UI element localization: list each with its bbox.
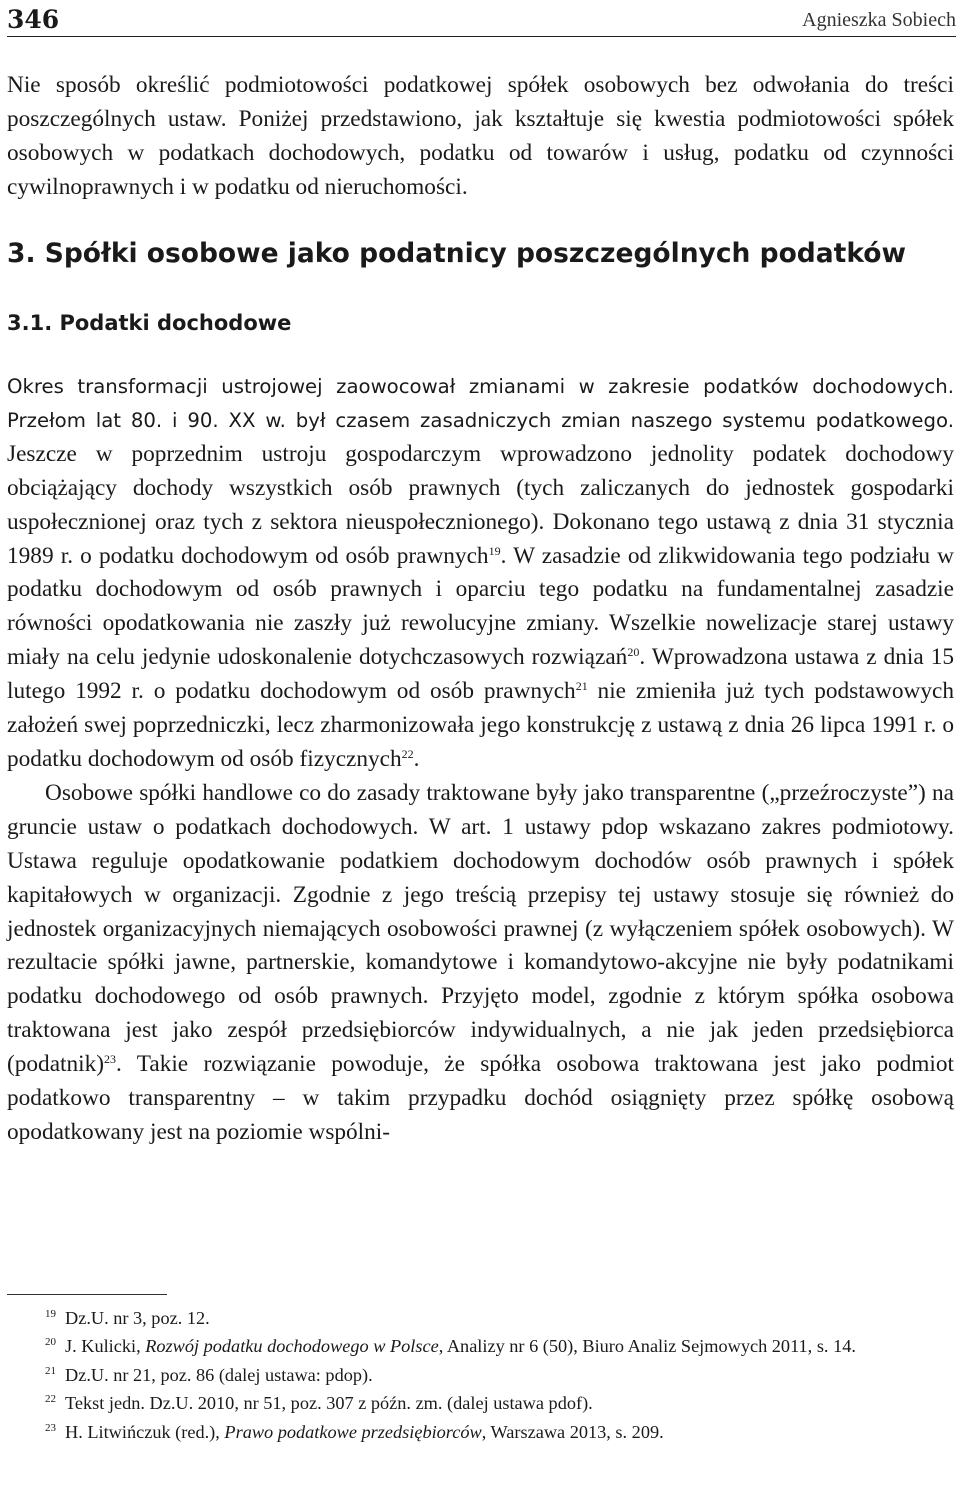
footnote-ref-20[interactable]: 20 [627, 645, 640, 660]
footnote-text: J. Kulicki, [65, 1336, 146, 1357]
footnote-21 [7, 1362, 957, 1388]
footnotes [7, 1305, 957, 1447]
footnote-title: Rozwój podatku dochodowego w Polsce [145, 1336, 439, 1357]
subsection-heading: 3.1. Podatki dochodowe [7, 311, 292, 335]
body-text-span: . Wprowadzona ustawa z dnia 15 lutego 1992 r. o podatku dochodowym od osób prawnych [7, 644, 954, 705]
footnote-text: H. Litwińczuk (red.), [65, 1421, 225, 1442]
body-paragraph-1 [7, 370, 954, 777]
footnote-23 [7, 1419, 957, 1445]
footnote-text: Dz.U. nr 21, poz. 86 (dalej ustawa: pdop). [65, 1364, 373, 1385]
body-text-span: . W zasadzie od zlikwidowania tego podziału w podatku dochodowym od osób prawnych i oparciu tego podatku na fundamentalnej zasadzie równości opodatkowania nie zaszły już rewolucyjne zmiany. Wszelkie nowelizacje starej ustawy miały na celu jedynie udoskonalenie dotychczasowych rozwiązań [7, 542, 954, 671]
body-text-span: nie zmieniła już tych podstawowych założeń swej poprzedniczki, lecz zharmonizowała jego konstrukcję z ustawą z dnia 26 lipca 1991 r. o podatku dochodowym od osób fizycznych [7, 678, 954, 772]
footnote-22 [7, 1390, 957, 1416]
footnote-number: 19 [45, 1308, 56, 1320]
footnote-text: , Warszawa 2013, s. 209. [481, 1421, 664, 1442]
footnote-19 [7, 1305, 957, 1331]
running-head-author: Agnieszka Sobiech [802, 9, 956, 31]
footnote-number: 23 [45, 1421, 56, 1434]
footnote-separator [7, 1294, 167, 1295]
footnote-ref-23[interactable]: 23 [104, 1052, 117, 1067]
footnote-ref-22[interactable]: 22 [401, 746, 414, 761]
footnote-number: 20 [45, 1336, 56, 1349]
body-text-span: . Takie rozwiązanie powoduje, że spółka osobowa traktowana jest jako podmiot podatkowo transparentny – w takim przypadku dochód osiągnięty przez spółkę osobową opodatkowany jest na poziomie wspólni- [7, 1051, 954, 1145]
footnote-text: , Analizy nr 6 (50), Biuro Analiz Sejmowych 2011, s. 14. [438, 1336, 856, 1357]
running-header [7, 6, 956, 37]
footnote-title: Prawo podatkowe przedsiębiorców [224, 1421, 482, 1442]
body-text-span: . [413, 745, 420, 772]
footnote-ref-19[interactable]: 19 [488, 543, 501, 558]
intro-paragraph: Nie sposób określić podmiotowości podatkowej spółek osobowych bez odwołania do treści poszczególnych ustaw. Poniżej przedstawiono, jak kształtuje się kwestia podmiotowości spółek osobowych w podatkach dochodowych, podatku od towarów i usług, podatku od czynności cywilnoprawnych i w podatku od nieruchomości. [7, 72, 954, 200]
footnote-text: Dz.U. nr 3, poz. 12. [65, 1308, 210, 1328]
body-paragraph-2 [7, 777, 954, 1150]
footnote-number: 22 [45, 1393, 56, 1406]
footnote-number: 21 [45, 1364, 56, 1377]
intro-section [7, 69, 954, 205]
body-paragraph-1-lead: Okres transformacji ustrojowej zaowocował zmianami w zakresie podatków dochodowych. Przełom lat 80. i 90. XX w. był czasem zasadniczych zmian naszego systemu podatkowego. [7, 375, 954, 432]
footnote-20 [7, 1333, 957, 1359]
page-number: 346 [7, 5, 60, 34]
section-heading: 3. Spółki osobowe jako podatnicy poszczególnych podatków [7, 238, 906, 269]
body-text [7, 370, 954, 1150]
footnote-ref-21[interactable]: 21 [575, 679, 588, 694]
footnote-text: Tekst jedn. Dz.U. 2010, nr 51, poz. 307 z późn. zm. (dalej ustawa pdof). [65, 1393, 593, 1414]
body-text-span: Osobowe spółki handlowe co do zasady traktowane były jako transparentne („przeźroczyste”) na gruncie ustaw o podatkach dochodowych. W art. 1 ustawy pdop wskazano zakres podmiotowy. Ustawa reguluje opodatkowanie podatkiem dochodowym dochodów osób prawnych i spółek kapitałowych w organizacji. Zgodnie z jego treścią przepisy tej ustawy stosuje się również do jednostek organizacyjnych niemających osobowości prawnej (z wyłączeniem spółek osobowych). W rezultacie spółki jawne, partnerskie, komandytowe i komandytowo-akcyjne nie były podatnikami podatku dochodowego od osób prawnych. Przyjęto model, zgodnie z którym spółka osobowa traktowana jest jako zespół przedsiębiorców indywidualnych, a nie jak jeden przedsiębiorca (podatnik) [7, 779, 954, 1078]
body-text-span: Jeszcze w poprzednim ustroju gospodarczym wprowadzono jednolity podatek dochodowy obciążający dochody wszystkich osób prawnych (tych zaliczanych do jednostek gospodarki uspołecznionej oraz tych z sektora nieuspołecznionego). Dokonano tego ustawą z dnia 31 stycznia 1989 r. o podatku dochodowym od osób prawnych [7, 440, 954, 569]
